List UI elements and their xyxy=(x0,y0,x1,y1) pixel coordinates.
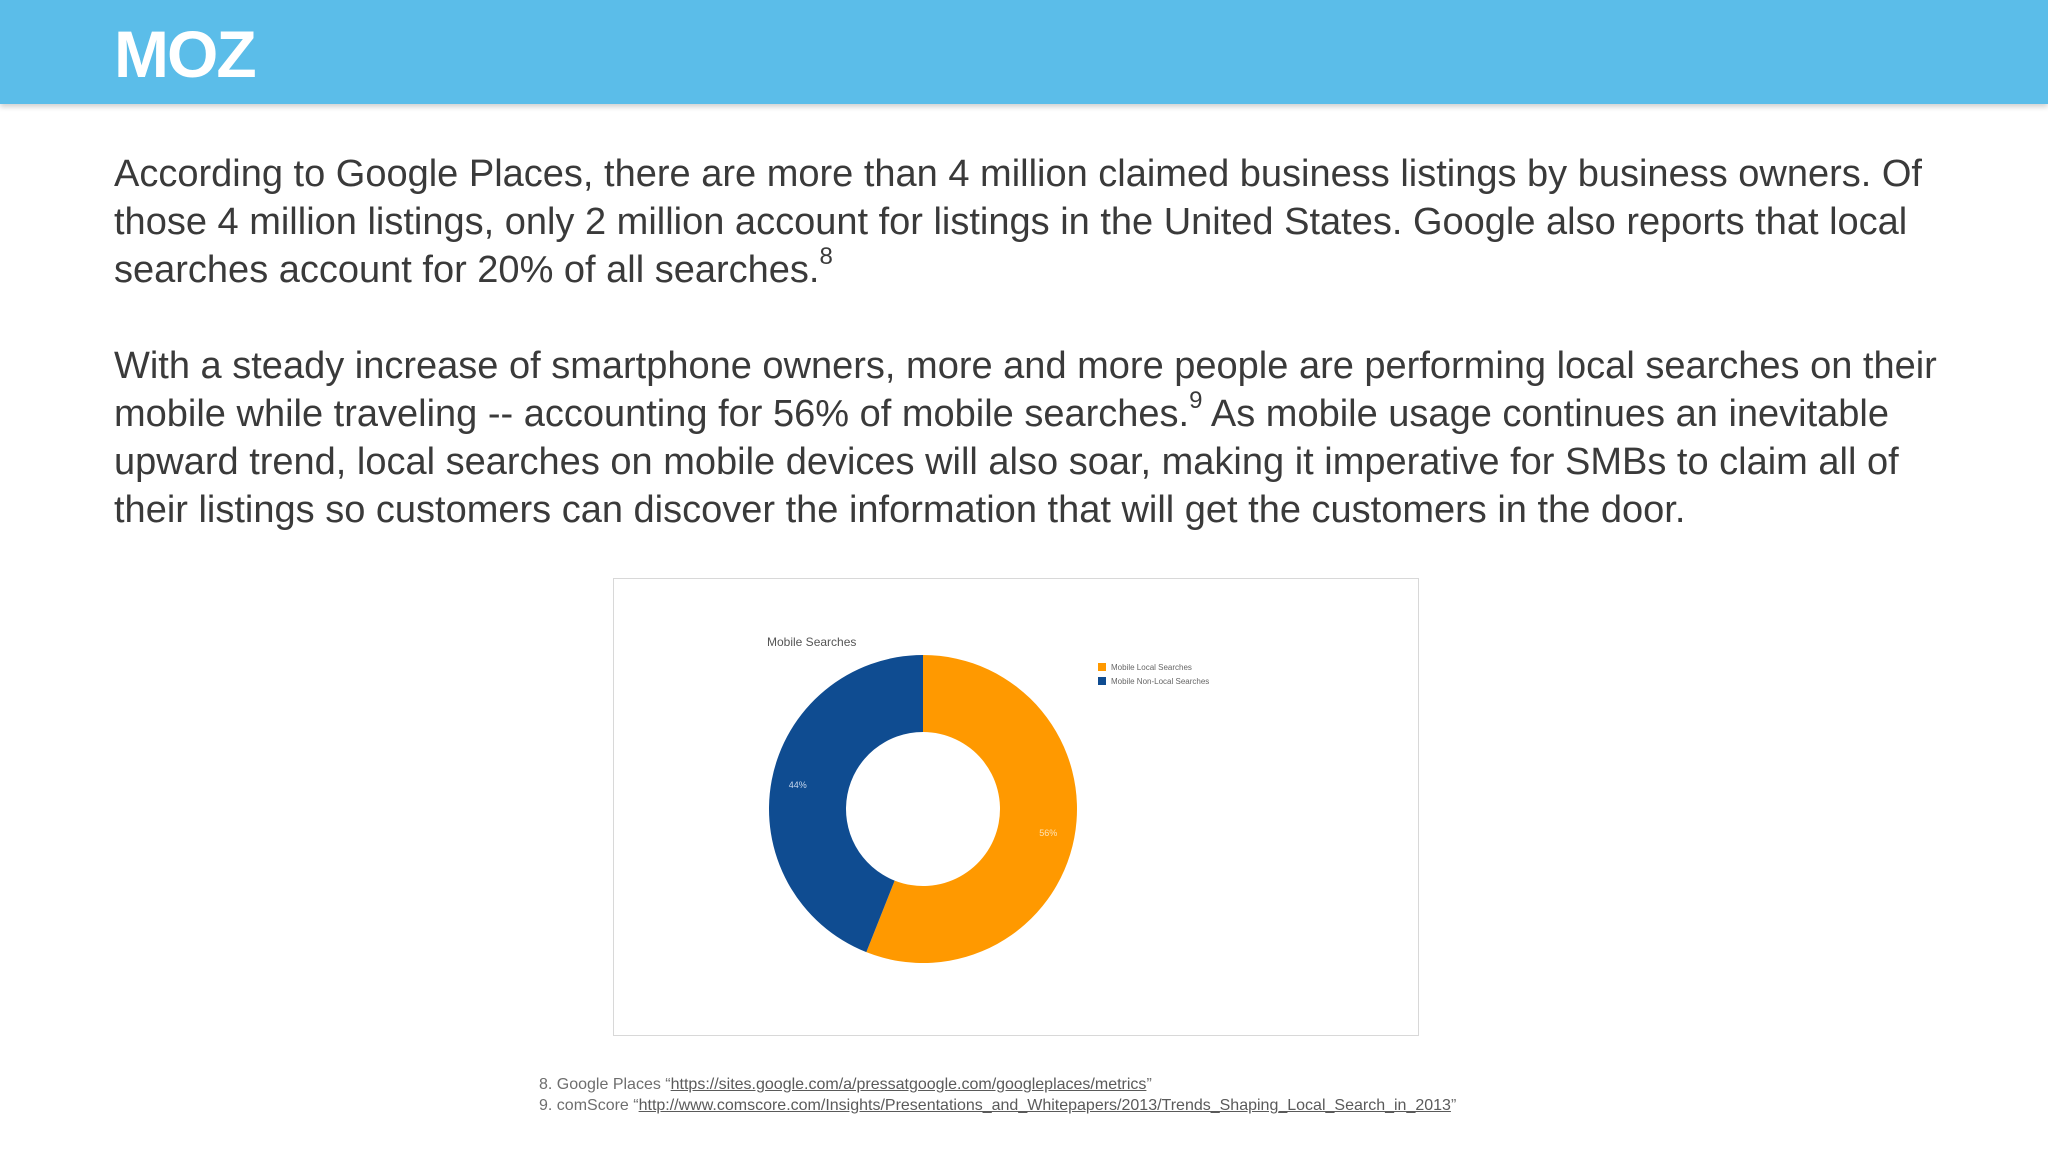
slice-label-1: 56% xyxy=(1039,827,1058,838)
footnote-8-suffix: ” xyxy=(1146,1076,1152,1093)
footnote-8 xyxy=(539,1074,1456,1095)
footnote-8-prefix: 8. Google Places “ xyxy=(539,1076,671,1093)
mobile-searches-chart xyxy=(613,578,1419,1036)
body-text xyxy=(114,150,1974,582)
footnote-9-link[interactable]: http://www.comscore.com/Insights/Presentations_and_Whitepapers/2013/Trends_Shaping_Local_Search_in_2013 xyxy=(638,1097,1451,1114)
legend-label-2: Mobile Non-Local Searches xyxy=(1111,677,1210,686)
footnote-ref-8[interactable]: 8 xyxy=(819,243,833,271)
legend-swatch-2 xyxy=(1098,677,1106,685)
footnote-9-prefix: 9. comScore “ xyxy=(539,1097,639,1114)
footnote-9 xyxy=(539,1095,1456,1116)
donut-chart-svg xyxy=(614,579,1420,1037)
chart-legend xyxy=(1098,663,1209,686)
header-bar xyxy=(0,0,2048,104)
legend-swatch-1 xyxy=(1098,663,1106,671)
legend-label-1: Mobile Local Searches xyxy=(1111,663,1192,672)
donut-slices xyxy=(769,655,1077,963)
paragraph-google-places-text: According to Google Places, there are more than 4 million claimed business listings by business owners. Of those 4 million listings, only 2 million account for listings in the United States. Google also reports that local searches account for 20% of all searches. xyxy=(114,153,1922,291)
chart-title: Mobile Searches xyxy=(767,635,857,649)
moz-logo[interactable]: MOZ xyxy=(114,17,255,91)
paragraph-mobile-searches xyxy=(114,342,1974,534)
paragraph-google-places xyxy=(114,150,1974,294)
footnote-8-link[interactable]: https://sites.google.com/a/pressatgoogle.com/googleplaces/metrics xyxy=(670,1076,1147,1093)
paragraph-mobile-searches-text-b: As mobile usage continues an inevitable upward trend, local searches on mobile devices will also soar, making it imperative for SMBs to claim all of their listings so customers can discover the information that will get the customers in the door. xyxy=(114,393,1899,531)
footnotes xyxy=(539,1074,1456,1116)
slice-label-2: 44% xyxy=(788,780,807,791)
footnote-ref-9[interactable]: 9 xyxy=(1189,387,1203,415)
footnote-9-suffix: ” xyxy=(1450,1097,1457,1114)
paragraph-mobile-searches-text-a: With a steady increase of smartphone owners, more and more people are performing local searches on their mobile while traveling -- accounting for 56% of mobile searches. xyxy=(114,345,1937,435)
